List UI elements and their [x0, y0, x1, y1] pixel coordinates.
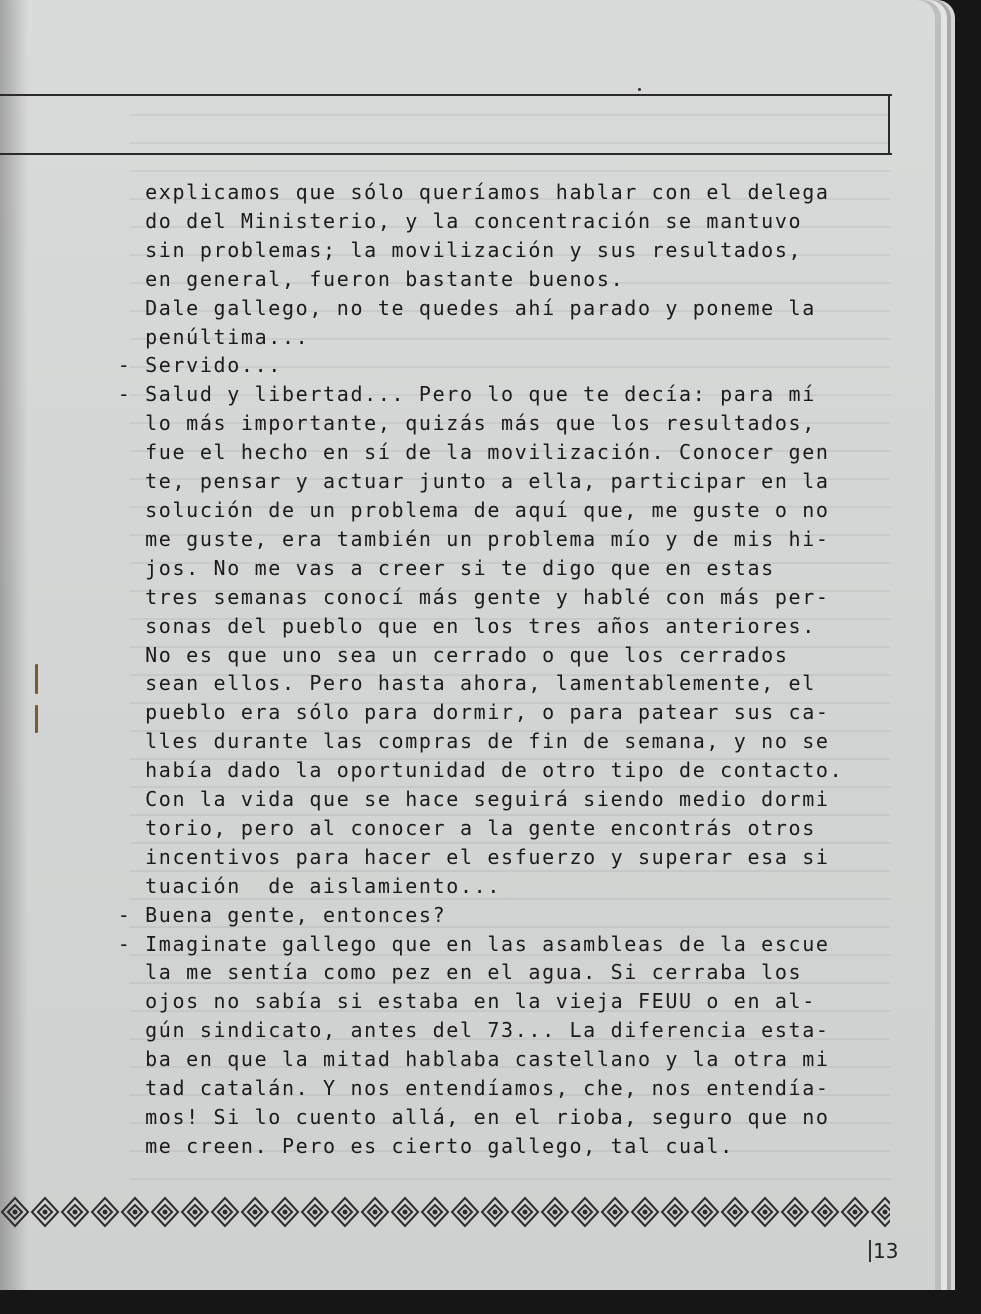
ornament-motif — [722, 1198, 748, 1226]
text-line: incentivos para hacer el esfuerzo y superar esa si — [104, 844, 830, 869]
spine-shadow — [0, 0, 28, 1290]
text-line: sean ellos. Pero hasta ahora, lamentablemente, el — [104, 671, 816, 696]
text-line: en general, fueron bastante buenos. — [104, 266, 625, 291]
text-line: tuación de aislamiento... — [104, 873, 502, 898]
ornament-motif — [212, 1198, 238, 1226]
text-line: torio, pero al conocer a la gente encontrás otros — [104, 815, 816, 840]
ornament-motif — [662, 1198, 688, 1226]
text-line: fue el hecho en sí de la movilización. Conocer gen — [104, 440, 830, 465]
ornament-motif — [602, 1198, 628, 1226]
text-line: do del Ministerio, y la concentración se mantuvo — [104, 208, 803, 233]
ink-dot — [638, 88, 641, 91]
ornament-motif — [92, 1198, 118, 1226]
text-line: lo más importante, quizás más que los resultados, — [104, 411, 816, 436]
text-line: me creen. Pero es cierto gallego, tal cual. — [104, 1133, 734, 1158]
ornament-motif — [782, 1198, 808, 1226]
ornament-motif — [2, 1198, 28, 1226]
text-line: gún sindicato, antes del 73... La diferencia esta- — [104, 1018, 830, 1043]
ornament-motif — [272, 1198, 298, 1226]
ornament-motif — [842, 1198, 868, 1226]
ornament-motif — [122, 1198, 148, 1226]
text-line: - Buena gente, entonces? — [104, 902, 447, 927]
ornament-motif — [302, 1198, 328, 1226]
text-line: pueblo era sólo para dormir, o para patear sus ca- — [104, 700, 830, 725]
ornament-motif — [512, 1198, 538, 1226]
header-rule-right — [888, 94, 890, 155]
header-rule-bottom — [0, 153, 892, 155]
text-line: sin problemas; la movilización y sus resultados, — [104, 237, 803, 262]
ornament-motif — [242, 1198, 268, 1226]
text-line: sonas del pueblo que en los tres años anteriores. — [104, 613, 816, 638]
text-line: solución de un problema de aquí que, me guste o no — [104, 497, 830, 522]
ornament-motif — [872, 1198, 890, 1226]
ornament-motif — [752, 1198, 778, 1226]
ornament-motif — [392, 1198, 418, 1226]
ornament-motif — [422, 1198, 448, 1226]
text-line: ojos no sabía si estaba en la vieja FEUU o en al- — [104, 989, 816, 1014]
ornament-motif — [692, 1198, 718, 1226]
ornament-motif — [362, 1198, 388, 1226]
text-line: mos! Si lo cuento allá, en el rioba, seguro que no — [104, 1105, 830, 1129]
header-rule-top — [0, 94, 892, 96]
ornament-motif — [62, 1198, 88, 1226]
text-line: me guste, era también un problema mío y de mis hi- — [104, 526, 830, 551]
text-line: te, pensar y actuar junto a ella, participar en la — [104, 469, 830, 494]
staple-top — [35, 664, 38, 694]
text-line: había dado la oportunidad de otro tipo de contacto. — [104, 758, 844, 783]
ornament-motif — [632, 1198, 658, 1226]
ornament-motif — [572, 1198, 598, 1226]
ornament-motif — [812, 1198, 838, 1226]
page-number: 13 — [869, 1240, 898, 1262]
text-line: Con la vida que se hace seguirá siendo medio dormi — [104, 787, 830, 812]
ornament-motif — [452, 1198, 478, 1226]
text-line: penúltima... — [104, 324, 310, 349]
ornament-motif — [152, 1198, 178, 1226]
text-line: - Salud y libertad... Pero lo que te decía: para mí — [104, 382, 816, 407]
text-line: No es que uno sea un cerrado o que los cerrados — [104, 642, 789, 667]
decorative-border-strip — [0, 1192, 890, 1232]
text-line: explicamos que sólo queríamos hablar con el delega — [104, 180, 830, 204]
text-line: tad catalán. Y nos entendíamos, che, nos entendía- — [104, 1076, 830, 1101]
text-line: tres semanas conocí más gente y hablé con más per- — [104, 584, 830, 609]
text-line: la me sentía como pez en el agua. Si cerraba los — [104, 960, 803, 985]
ornament-motif — [182, 1198, 208, 1226]
text-line: ba en que la mitad hablaba castellano y la otra mi — [104, 1047, 830, 1072]
ornament-motif — [482, 1198, 508, 1226]
staple-bottom — [35, 705, 38, 733]
text-line: jos. No me vas a creer si te digo que en estas — [104, 555, 775, 580]
ornament-motif — [332, 1198, 358, 1226]
text-line: - Servido... — [104, 353, 282, 378]
text-line: lles durante las compras de fin de semana, y no se — [104, 729, 830, 754]
ornament-motif — [542, 1198, 568, 1226]
ornament-motif — [32, 1198, 58, 1226]
text-line: Dale gallego, no te quedes ahí parado y poneme la — [104, 295, 816, 320]
text-line: - Imaginate gallego que en las asambleas de la escue — [104, 931, 830, 956]
body-text — [104, 178, 894, 1161]
